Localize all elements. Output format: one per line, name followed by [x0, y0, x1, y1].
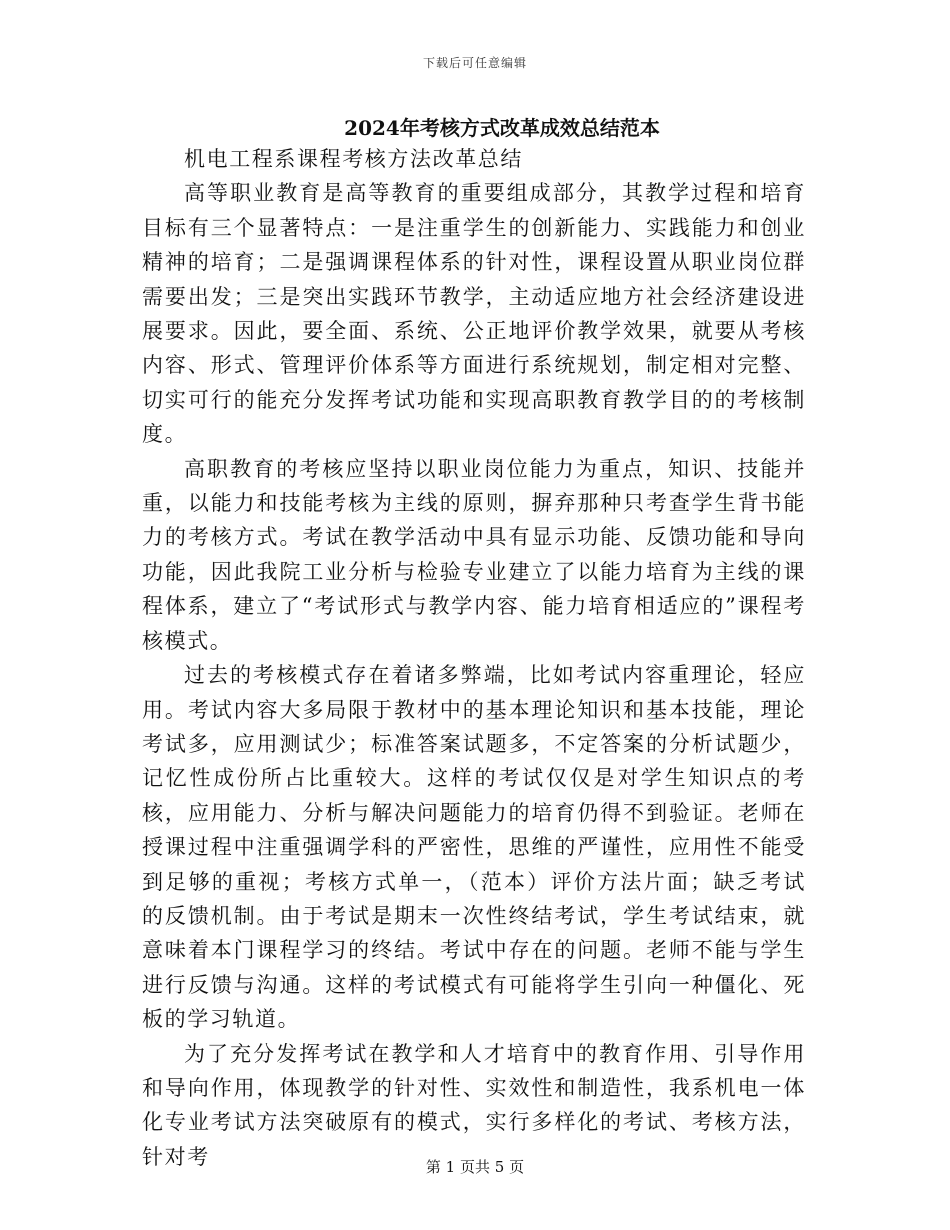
paragraph: 过去的考核模式存在着诸多弊端，比如考试内容重理论，轻应用。考试内容大多局限于教材中的基本理论知识和基本技能，理论考试多，应用测试少；标准答案试题多，不定答案的分析试题少，记忆性成份所占比重较大。这样的考试仅仅是对学生知识点的考核，应用能力、分析与解决问题能力的培育仍得不到验证。老师在授课过程中注重强调学科的严密性，思维的严谨性，应用性不能受到足够的重视；考核方式单一，（范本）评价方法片面；缺乏考试的反馈机制。由于考试是期末一次性终结考试，学生考试结束，就意味着本门课程学习的终结。考试中存在的问题。老师不能与学生进行反馈与沟通。这样的考试模式有可能将学生引向一种僵化、死板的学习轨道。 [142, 663, 806, 1032]
paragraph: 高职教育的考核应坚持以职业岗位能力为重点，知识、技能并重，以能力和技能考核为主线的原则，摒弃那种只考查学生背书能力的考核方式。考试在教学活动中具有显示功能、反馈功能和导向功能，因此我院工业分析与检验专业建立了以能力培育为主线的课程体系，建立了“考试形式与教学内容、能力培育相适应的”课程考核模式。 [142, 456, 806, 653]
document-subtitle: 机电工程系课程考核方法改革总结 [184, 147, 523, 171]
page-header-note: 下载后可任意编辑 [422, 56, 527, 70]
paragraph: 高等职业教育是高等教育的重要组成部分，其教学过程和培育目标有三个显著特点：一是注重学生的创新能力、实践能力和创业精神的培育；二是强调课程体系的针对性，课程设置从职业岗位群需要出发；三是突出实践环节教学，主动适应地方社会经济建设进展要求。因此，要全面、系统、公正地评价教学效果，就要从考核内容、形式、管理评价体系等方面进行系统规划，制定相对完整、切实可行的能充分发挥考试功能和实现高职教育教学目的的考核制度。 [142, 181, 806, 447]
page-number: 第 1 页共 5 页 [425, 1158, 525, 1176]
paragraph: 为了充分发挥考试在教学和人才培育中的教育作用、引导作用和导向作用，体现教学的针对性、实效性和制造性，我系机电一体化专业考试方法突破原有的模式，实行多样化的考试、考核方法，针对考 [142, 1041, 806, 1169]
document-title: 2024年考核方式改革成效总结范本 [344, 116, 660, 140]
document-body [142, 142, 806, 1174]
